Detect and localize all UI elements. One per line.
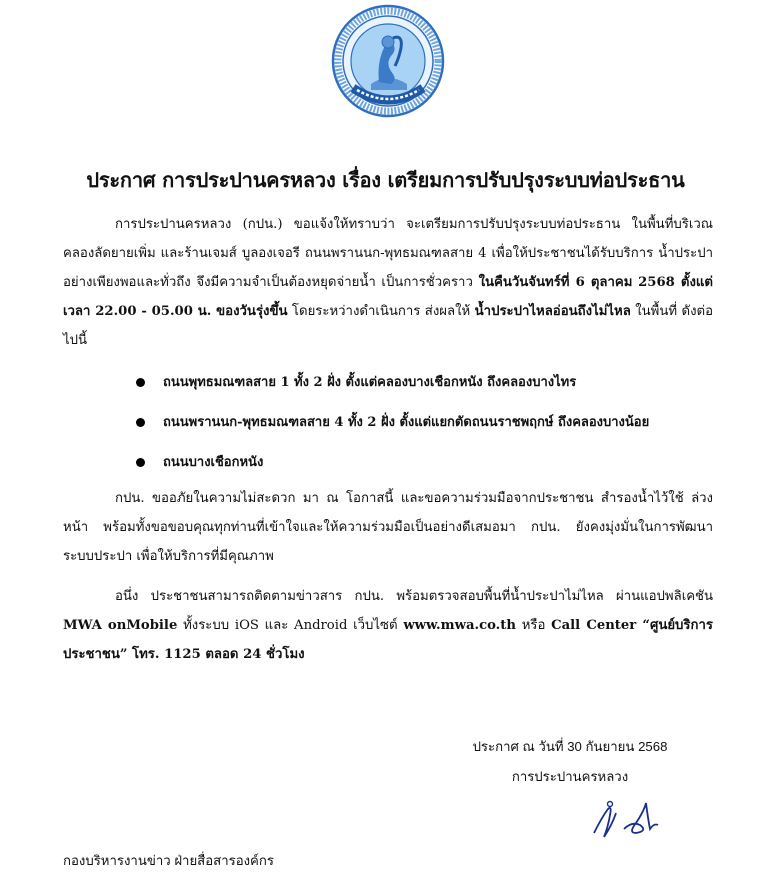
page-title: ประกาศ การประปานครหลวง เรื่อง เตรียมการปรับปรุงระบบท่อประธาน bbox=[86, 168, 685, 192]
call-center-phone: ประชาชน” โทร. 1125 ตลอด 24 ชั่วโมง bbox=[63, 647, 305, 662]
handwritten-signature bbox=[588, 795, 678, 843]
list-item bbox=[132, 370, 732, 410]
para1-date: ในคืนวันจันทร์ที่ 6 ตุลาคม bbox=[478, 275, 633, 290]
mwa-seal-logo bbox=[331, 4, 445, 118]
announcement-date: ประกาศ ณ วันที่ 30 กันยายน 2568 bbox=[472, 739, 668, 754]
website-link[interactable]: www.mwa.co.th bbox=[403, 618, 516, 633]
signing-organization: การประปานครหลวง bbox=[511, 769, 629, 784]
list-item-text: ถนนพุทธมณฑลสาย 1 ทั้ง 2 ฝั่ง ตั้งแต่คลองบางเชือกหนัง ถึงคลองบางไทร bbox=[163, 375, 577, 390]
call-center: Call Center “ศูนย์บริการ bbox=[551, 618, 713, 633]
para1-line2: คลองลัดยายเพิ่ม และร้านเจมส์ บูลองเจอรี ถนนพรานนก-พุทธมณฑลสาย 4 เพื่อให้ประชาชนได้รับบริการ bbox=[63, 246, 654, 261]
bullet-icon bbox=[136, 378, 145, 387]
list-item bbox=[132, 410, 732, 450]
affected-areas-list bbox=[132, 370, 732, 490]
announcement-paragraph-3 bbox=[63, 582, 713, 669]
para1-line1: การประปานครหลวง (กปน.) ขอแจ้งให้ทราบว่า จะเตรียมการปรับปรุงระบบท่อประธาน ในพื้นที่บริเวณ bbox=[115, 217, 713, 232]
para3-or: หรือ bbox=[515, 618, 552, 633]
para3-line2: ทั้งระบบ iOS และ Android เว็บไซต์ bbox=[177, 618, 404, 633]
para3-line1: อนึ่ง ประชาชนสามารถติดตามข่าวสาร กปน. พร้อมตรวจสอบพื้นที่น้ำประปาไม่ไหล ผ่านแอปพลิเคชัน bbox=[115, 589, 713, 604]
para1-line4-end: ในพื้นที่ bbox=[630, 304, 678, 319]
para1-time: 2568 ตั้งแต่เวลา 22.00 - 05.00 น. ของวันรุ่งขึ้น bbox=[63, 275, 713, 319]
list-item-text: ถนนบางเชือกหนัง bbox=[163, 455, 264, 470]
announcement-paragraph-2 bbox=[63, 484, 713, 571]
announcement-paragraph-1 bbox=[63, 210, 713, 355]
bullet-icon bbox=[136, 458, 145, 467]
para1-line5: ดังต่อไปนี้ bbox=[63, 304, 714, 348]
footer-department: กองบริหารงานข่าว ฝ่ายสื่อสารองค์กร bbox=[63, 853, 274, 868]
para2-line3: ระบบประปา เพื่อให้บริการที่มีคุณภาพ bbox=[63, 549, 274, 564]
para2-line1: กปน. ขออภัยในความไม่สะดวก มา ณ โอกาสนี้ และขอความร่วมมือจากประชาชน สำรองน้ำไว้ใช้ bbox=[115, 491, 684, 506]
para1-effect: น้ำประปาไหลอ่อนถึงไม่ไหล bbox=[474, 304, 631, 319]
bullet-icon bbox=[136, 418, 145, 427]
para2-line2: ล่วงหน้า พร้อมทั้งขอขอบคุณทุกท่านที่เข้าใจและให้ความร่วมมือเป็นอย่างดีเสมอมา กปน. ยังคงมุ่งมั่นในการพัฒนา bbox=[63, 491, 713, 535]
list-item-text: ถนนพรานนก-พุทธมณฑลสาย 4 ทั้ง 2 ฝั่ง ตั้งแต่แยกตัดถนนราชพฤกษ์ ถึงคลองบางน้อย bbox=[163, 415, 650, 430]
app-name: MWA onMobile bbox=[63, 618, 178, 633]
para1-line3: น้ำประปาอย่างเพียงพอและทั่วถึง จึงมีความจำเป็นต้องหยุดจ่ายน้ำ เป็นการชั่วคราว bbox=[63, 246, 713, 290]
para1-line4: โดยระหว่างดำเนินการ ส่งผลให้ bbox=[287, 304, 475, 319]
